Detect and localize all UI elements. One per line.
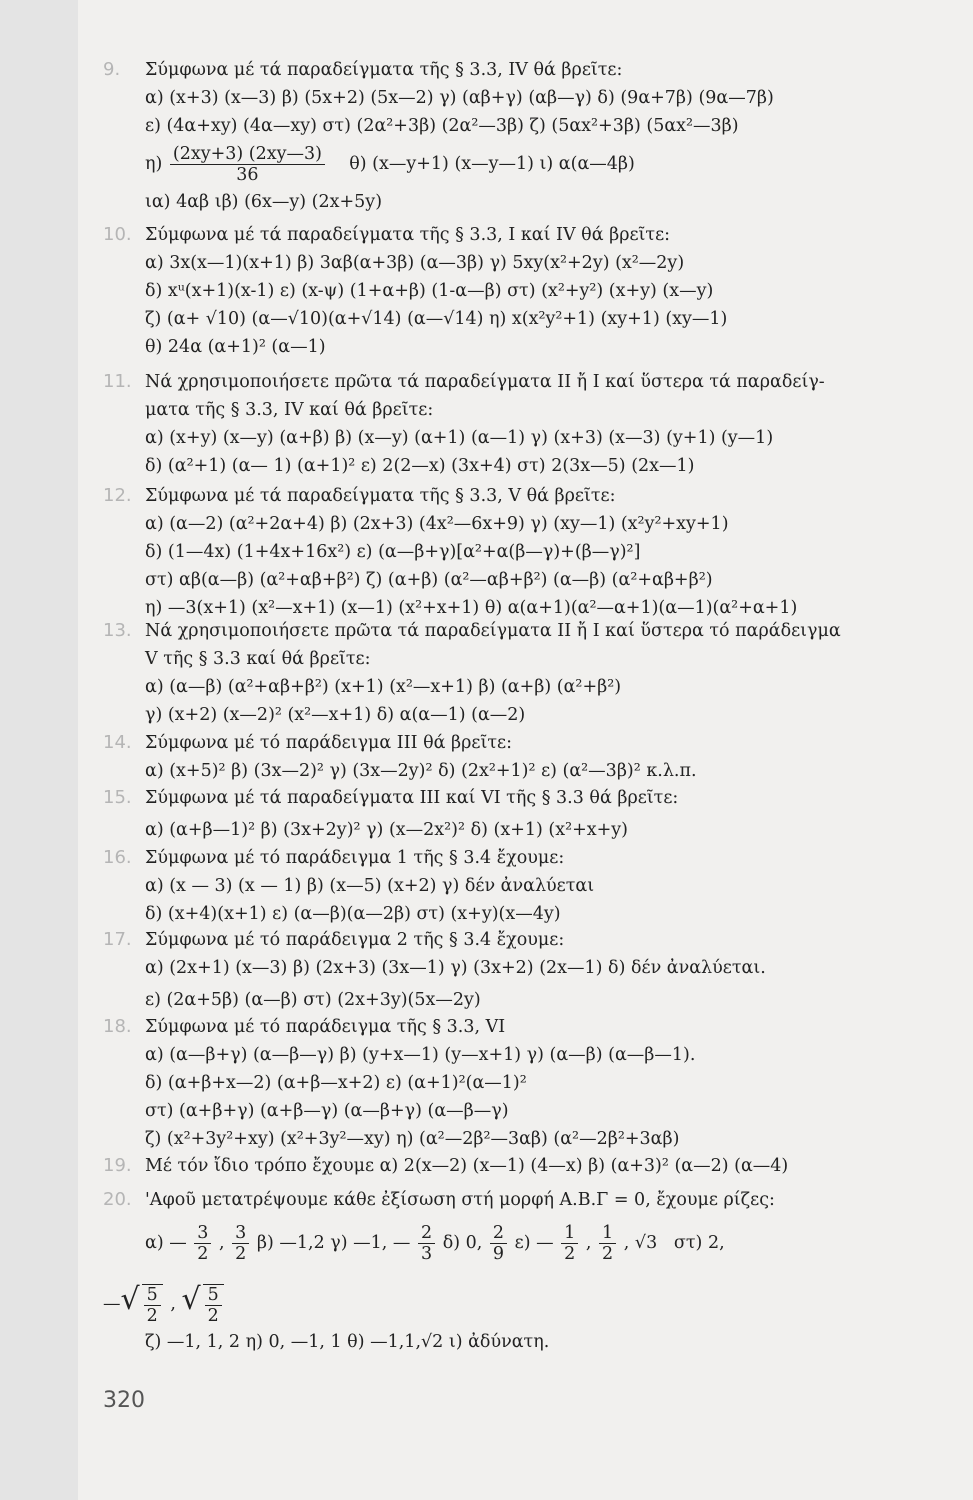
exercise-13 xyxy=(103,617,933,729)
exercise-10 xyxy=(103,221,933,361)
text-line: Μέ τόν ἴδιο τρόπο ἔχουμε α) 2(x—2) (x—1) (4—x) β) (α+3)² (α—2) (α—4) xyxy=(145,1156,789,1176)
text-line: γ) (x+2) (x—2)² (x²—x+1) δ) α(α—1) (α—2) xyxy=(145,705,526,725)
text-line: δ) (α²+1) (α— 1) (α+1)² ε) 2(2—x) (3x+4) στ) 2(3x—5) (2x—1) xyxy=(145,456,695,476)
fraction: $\frac{3}{2}$ xyxy=(194,1223,211,1264)
exercise-number: 16. xyxy=(103,847,132,868)
exercise-16 xyxy=(103,844,933,928)
page-number: 320 xyxy=(103,1388,145,1413)
text-line: ζ) (α+ √10) (α—√10)(α+√14) (α—√14) η) x(x²y²+1) (xy+1) (xy—1) xyxy=(145,309,728,329)
exercise-number: 20. xyxy=(103,1189,132,1210)
text-line: α) (α—2) (α²+2α+4) β) (2x+3) (4x²—6x+9) γ) (xy—1) (x²y²+xy+1) xyxy=(145,514,729,534)
exercise-number: 13. xyxy=(103,620,132,641)
exercise-number: 12. xyxy=(103,485,132,506)
text-line: V τῆς § 3.3 καί θά βρεῖτε: xyxy=(145,649,371,669)
exercise-18 xyxy=(103,1013,933,1153)
fraction: $\frac{1}{2}$ xyxy=(599,1223,616,1264)
fraction: $\frac{2}{9}$ xyxy=(490,1223,507,1264)
text-line: δ) xᵘ(x+1)(x-1) ε) (x-ψ) (1+α+β) (1-α—β) στ) (x²+y²) (x+y) (x—y) xyxy=(145,281,714,301)
text-line: ια) 4αβ ιβ) (6x—y) (2x+5y) xyxy=(145,192,383,212)
roots-line: α) — $\frac{3}{2}$ , $\frac{3}{2}$ β) —1,2 γ) —1, — $\frac{2}{3}$ δ) 0, $\frac{2}{9}$ ε) — $\frac{1}{2}$ , $\frac{1}{2}$ , √3 στ) 2, xyxy=(145,1223,725,1264)
text-line: α) (α—β) (α²+αβ+β²) (x+1) (x²—x+1) β) (α+β) (α²+β²) xyxy=(145,677,622,697)
text-line: α) (x+5)² β) (3x—2)² γ) (3x—2y)² δ) (2x²+1)² ε) (α²—3β)² κ.λ.π. xyxy=(145,761,697,781)
text-line: Σύμφωνα μέ τό παράδειγμα III θά βρεῖτε: xyxy=(145,733,513,753)
exercise-number: 19. xyxy=(103,1155,132,1176)
text-line: Σύμφωνα μέ τά παραδείγματα τῆς § 3.3, V θά βρεῖτε: xyxy=(145,486,616,506)
text-line: α) (x — 3) (x — 1) β) (x—5) (x+2) γ) δέν ἀναλύεται xyxy=(145,876,595,896)
exercise-number: 15. xyxy=(103,787,132,808)
text-line: Σύμφωνα μέ τό παράδειγμα 2 τῆς § 3.4 ἔχουμε: xyxy=(145,930,565,950)
exercise-14 xyxy=(103,729,933,785)
text-line: ζ) —1, 1, 2 η) 0, —1, 1 θ) —1,1,√2 ι) ἀδύνατη. xyxy=(145,1332,550,1352)
exercise-9 xyxy=(103,56,933,216)
exercise-20 xyxy=(103,1186,933,1356)
text-line: Σύμφωνα μέ τά παραδείγματα τῆς § 3.3, I καί IV θά βρεῖτε: xyxy=(145,225,671,245)
text-line: α) 3x(x—1)(x+1) β) 3αβ(α+3β) (α—3β) γ) 5xy(x²+2y) (x²—2y) xyxy=(145,253,685,273)
text-line: 'Αφοῦ μετατρέψουμε κάθε ἐξίσωση στή μορφή Α.Β.Γ = 0, ἔχουμε ρίζες: xyxy=(145,1190,775,1210)
text-line: δ) (1—4x) (1+4x+16x²) ε) (α—β+γ)[α²+α(β—γ)+(β—γ)²] xyxy=(145,542,641,562)
text-line: στ) (α+β+γ) (α+β—γ) (α—β+γ) (α—β—γ) xyxy=(145,1101,509,1121)
text-line: ματα τῆς § 3.3, IV καί θά βρεῖτε: xyxy=(145,400,434,420)
fraction: $\frac{1}{2}$ xyxy=(561,1223,578,1264)
exercise-number: 17. xyxy=(103,929,132,950)
text-line: Νά χρησιμοποιήσετε πρῶτα τά παραδείγματα II ἤ I καί ὕστερα τό παράδειγμα xyxy=(145,621,841,641)
exercise-11 xyxy=(103,368,933,480)
text-line: ε) (4α+xy) (4α—xy) στ) (2α²+3β) (2α²—3β) ζ) (5αx²+3β) (5αx²—3β) xyxy=(145,116,739,136)
text-line: α) (x+y) (x—y) (α+β) β) (x—y) (α+1) (α—1) γ) (x+3) (x—3) (y+1) (y—1) xyxy=(145,428,774,448)
text-line: θ) 24α (α+1)² (α—1) xyxy=(145,337,326,357)
text-line: Σύμφωνα μέ τά παραδείγματα III καί VI τῆς § 3.3 θά βρεῖτε: xyxy=(145,788,679,808)
exercise-number: 10. xyxy=(103,224,132,245)
text-line: ζ) (x²+3y²+xy) (x²+3y²—xy) η) (α²—2β²—3αβ) (α²—2β²+3αβ) xyxy=(145,1129,680,1149)
exercise-number: 18. xyxy=(103,1016,132,1037)
exercise-19 xyxy=(103,1152,933,1180)
text-line: ε) (2α+5β) (α—β) στ) (2x+3y)(5x—2y) xyxy=(145,990,481,1010)
text-line: α) (x+3) (x—3) β) (5x+2) (5x—2) γ) (αβ+γ) (αβ—γ) δ) (9α+7β) (9α—7β) xyxy=(145,88,774,108)
exercise-15 xyxy=(103,784,933,844)
text-line: Σύμφωνα μέ τό παράδειγμα τῆς § 3.3, VI xyxy=(145,1017,506,1037)
text-line: δ) (α+β+x—2) (α+β—x+2) ε) (α+1)²(α—1)² xyxy=(145,1073,527,1093)
exercise-17 xyxy=(103,926,933,1014)
text-line: η) $\frac{(2xy+3) (2xy—3)}{36}$ θ) (x—y+1) (x—y—1) ι) α(α—4β) xyxy=(145,144,635,185)
fraction: $\frac{2}{3}$ xyxy=(418,1223,435,1264)
exercise-12 xyxy=(103,482,933,622)
text-line: στ) αβ(α—β) (α²+αβ+β²) ζ) (α+β) (α²—αβ+β²) (α—β) (α²+αβ+β²) xyxy=(145,570,713,590)
exercise-number: 14. xyxy=(103,732,132,753)
radical-fraction: $\frac{5}{2}$ xyxy=(142,1284,163,1326)
text-line: δ) (x+4)(x+1) ε) (α—β)(α—2β) στ) (x+y)(x—4y) xyxy=(145,904,561,924)
roots-line-radicals: —√ $\frac{5}{2}$ , √ $\frac{5}{2}$ xyxy=(103,1272,933,1328)
text-line: Νά χρησιμοποιήσετε πρῶτα τά παραδείγματα II ἤ I καί ὕστερα τά παραδείγ- xyxy=(145,372,825,392)
fraction: $\frac{(2xy+3) (2xy—3)}{36}$ xyxy=(170,144,325,185)
text-line: η) —3(x+1) (x²—x+1) (x—1) (x²+x+1) θ) α(α+1)(α²—α+1)(α—1)(α²+α+1) xyxy=(145,598,798,618)
text-line: α) (2x+1) (x—3) β) (2x+3) (3x—1) γ) (3x+2) (2x—1) δ) δέν ἀναλύεται. xyxy=(145,958,766,978)
fraction: $\frac{3}{2}$ xyxy=(232,1223,249,1264)
text-line: Σύμφωνα μέ τά παραδείγματα τῆς § 3.3, IV θά βρεῖτε: xyxy=(145,60,623,80)
text-line: α) (α+β—1)² β) (3x+2y)² γ) (x—2x²)² δ) (x+1) (x²+x+y) xyxy=(145,820,629,840)
radical-fraction: $\frac{5}{2}$ xyxy=(203,1284,224,1326)
exercise-number: 9. xyxy=(103,59,121,80)
text-line: α) (α—β+γ) (α—β—γ) β) (y+x—1) (y—x+1) γ) (α—β) (α—β—1). xyxy=(145,1045,696,1065)
exercise-number: 11. xyxy=(103,371,132,392)
page-binding-edge xyxy=(0,0,78,1500)
text-line: Σύμφωνα μέ τό παράδειγμα 1 τῆς § 3.4 ἔχουμε: xyxy=(145,848,565,868)
